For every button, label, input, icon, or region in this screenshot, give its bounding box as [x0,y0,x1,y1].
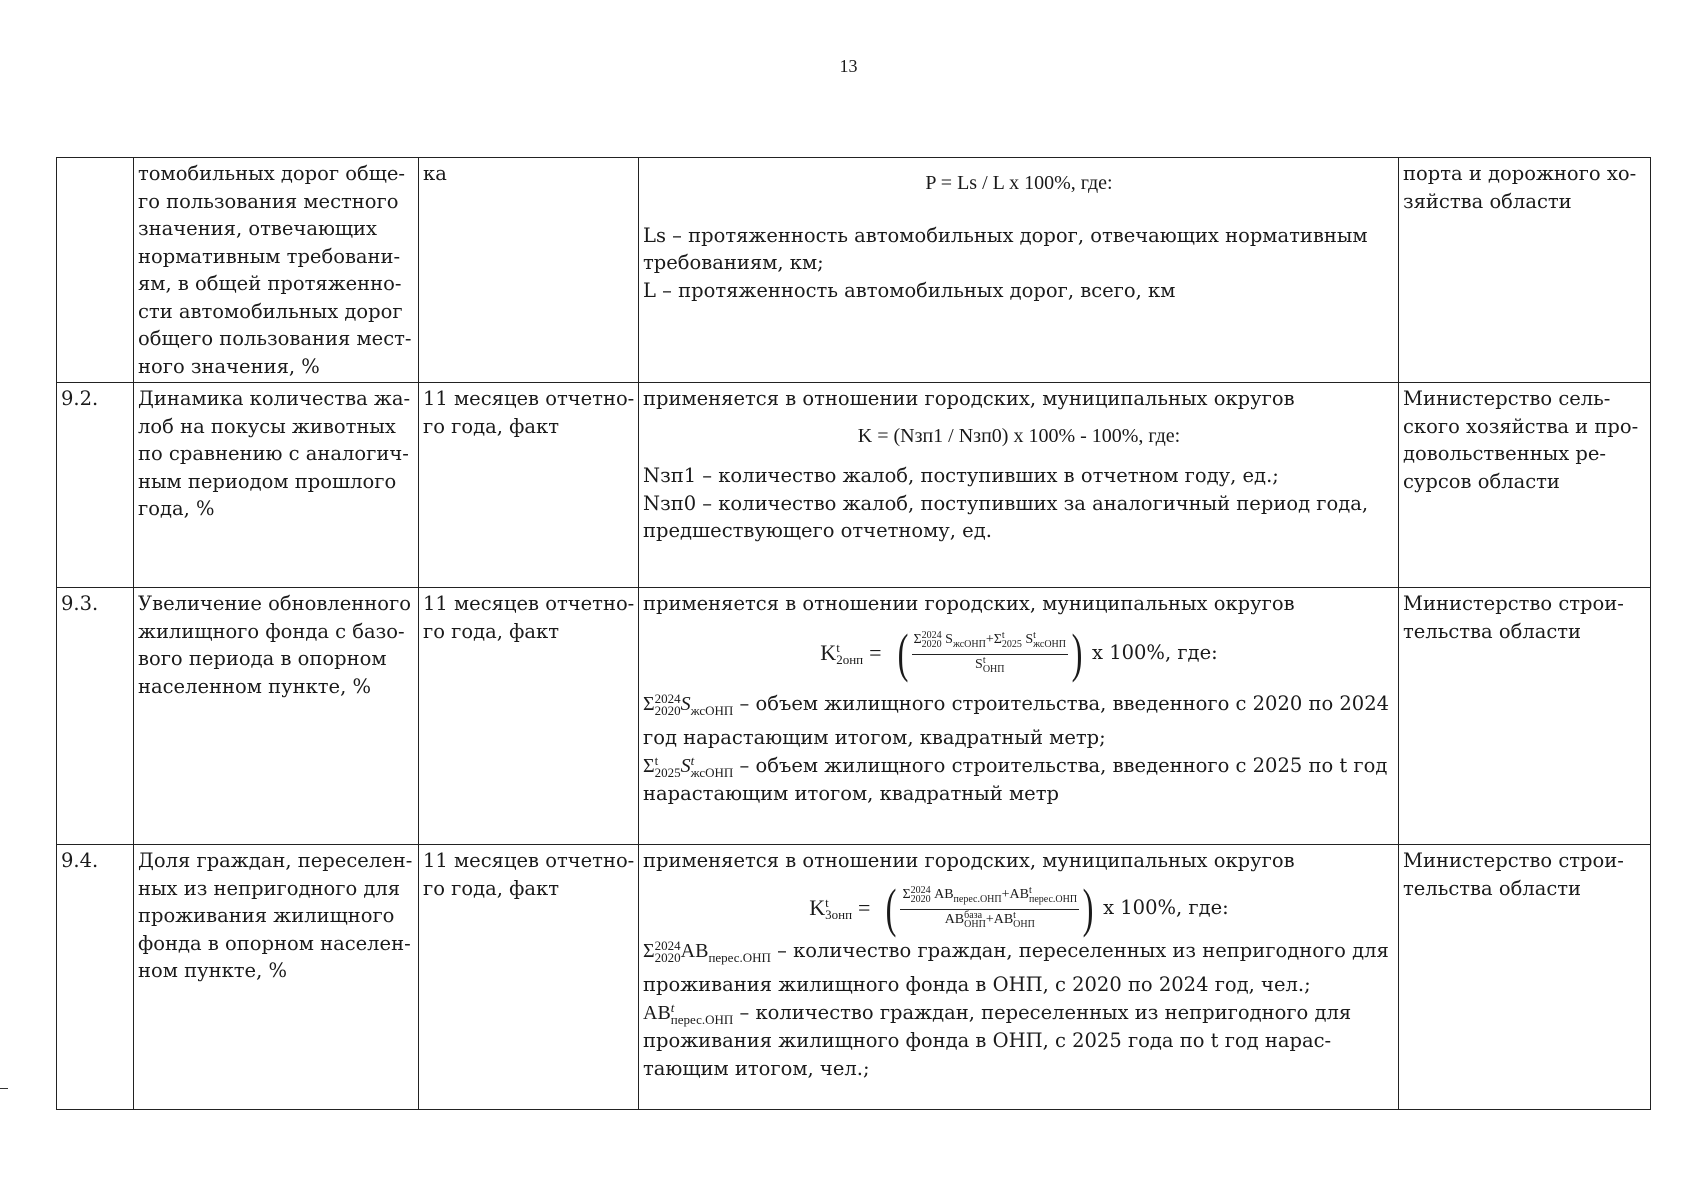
method-cell [639,383,1399,588]
fraction: Σ 2024 2020 $AB_{перес.ОНП}+AB$ t перес.ОНП AB база ОНП +AB t ОНП [902,884,1078,930]
table-row [57,158,1651,383]
row-number [57,158,134,383]
ministry: Министерство строи-тельства области [1399,588,1651,845]
indicator-name: Увеличение обновленного жилищного фонда с базо-вого периода в опорном населенном пункте, % [134,588,419,845]
definition-sum-2025: Σ t 2025 S t жсОНП – объем жилищного строительства, введенного с 2025 по t год нарастающим итогом, квадратный метр [643,752,1388,805]
indicators-table [56,157,1651,1110]
page-number: 13 [839,56,858,76]
formula-lhs: K t 3онп [809,894,853,923]
table-row [57,383,1651,588]
fraction: Σ 2024 2020 $S_{жсОНП}+\Sigma$ t 2025 S t жсОНП S t ОНП [913,629,1067,675]
definition-ls: Ls – протяженность автомобильных дорог, отвечающих нормативным требованиям, км; [643,223,1368,274]
row-number: 9.2. [57,383,134,588]
formula-k2onp: K t 2онп = ( Σ 2024 2020 $S_{жсОНП}+\Sigma$ t 2025 S t жсОНП S t ОНП ) x 100%, где: [820,622,1218,683]
applies-text: применяется в отношении городских, муниципальных округов [643,592,1295,615]
method-cell [639,158,1399,383]
indicator-name: Доля граждан, переселен-ных из непригодного для проживания жилищного фонда в опорном населен-ном пункте, % [134,845,419,1110]
definition-l: L – протяженность автомобильных дорог, всего, км [643,278,1176,302]
formula-k3onp: K t 3онп = ( Σ 2024 2020 $AB_{перес.ОНП}+AB$ t перес.ОНП AB база ОНП +AB t ОНП ) x 100%, где: [809,877,1229,938]
period: 11 месяцев отчетно-го года, факт [419,588,639,845]
definition-nzp0: Nзп0 – количество жалоб, поступивших за аналогичный период года, предшествующего отчетному, ед. [643,491,1369,542]
indicator-name: Динамика количества жа-лоб на покусы животных по сравнению с аналогич-ным периодом прошлого года, % [134,383,419,588]
row-number: 9.4. [57,845,134,1110]
ministry: порта и дорожного хо-зяйства области [1399,158,1651,383]
definition-sum-2020: Σ 2024 2020 $S_{жсОНП}$ – объем жилищного строительства, введенного с 2020 по 2024 год нарастающим итогом, квадратный метр; [643,690,1390,749]
ministry: Министерство строи-тельства области [1399,845,1651,1110]
method-cell [639,588,1399,845]
ministry: Министерство сель-ского хозяйства и про-довольственных ре-сурсов области [1399,383,1651,588]
indicator-name: томобильных дорог обще-го пользования местного значения, отвечающих нормативным требовани-ям, в общей протяженно-сти автомобильных дорог общего пользования мест-ного значения, % [134,158,419,383]
table-row [57,588,1651,845]
formula-k: K = (Nзп1 / Nзп0) x 100% - 100%, где: [857,424,1181,447]
definition-nzp1: Nзп1 – количество жалоб, поступивших в отчетном году, ед.; [643,464,1279,487]
definition-sum-ab: Σ 2024 2020 $AB_{перес.ОНП}$ – количество граждан, переселенных из непригодного для проживания жилищного фонда в ОНП, с 2020 по 2024 год, чел.; [643,937,1389,996]
applies-text: применяется в отношении городских, муниципальных округов [643,387,1295,410]
definition-ab-t: AB t перес.ОНП – количество граждан, переселенных из непригодного для проживания жилищного фонда в ОНП, с 2025 года по t год нарас-тающим итогом, чел.; [643,999,1352,1080]
edge-mark [0,1088,8,1089]
method-cell [639,845,1399,1110]
period: 11 месяцев отчетно-го года, факт [419,383,639,588]
table-row [57,845,1651,1110]
applies-text: применяется в отношении городских, муниципальных округов [643,849,1295,872]
row-number: 9.3. [57,588,134,845]
period: 11 месяцев отчетно-го года, факт [419,845,639,1110]
period: ка [419,158,639,383]
formula-p: P = Ls / L x 100%, где: [925,172,1113,194]
formula-lhs: K t 2онп [820,639,864,668]
